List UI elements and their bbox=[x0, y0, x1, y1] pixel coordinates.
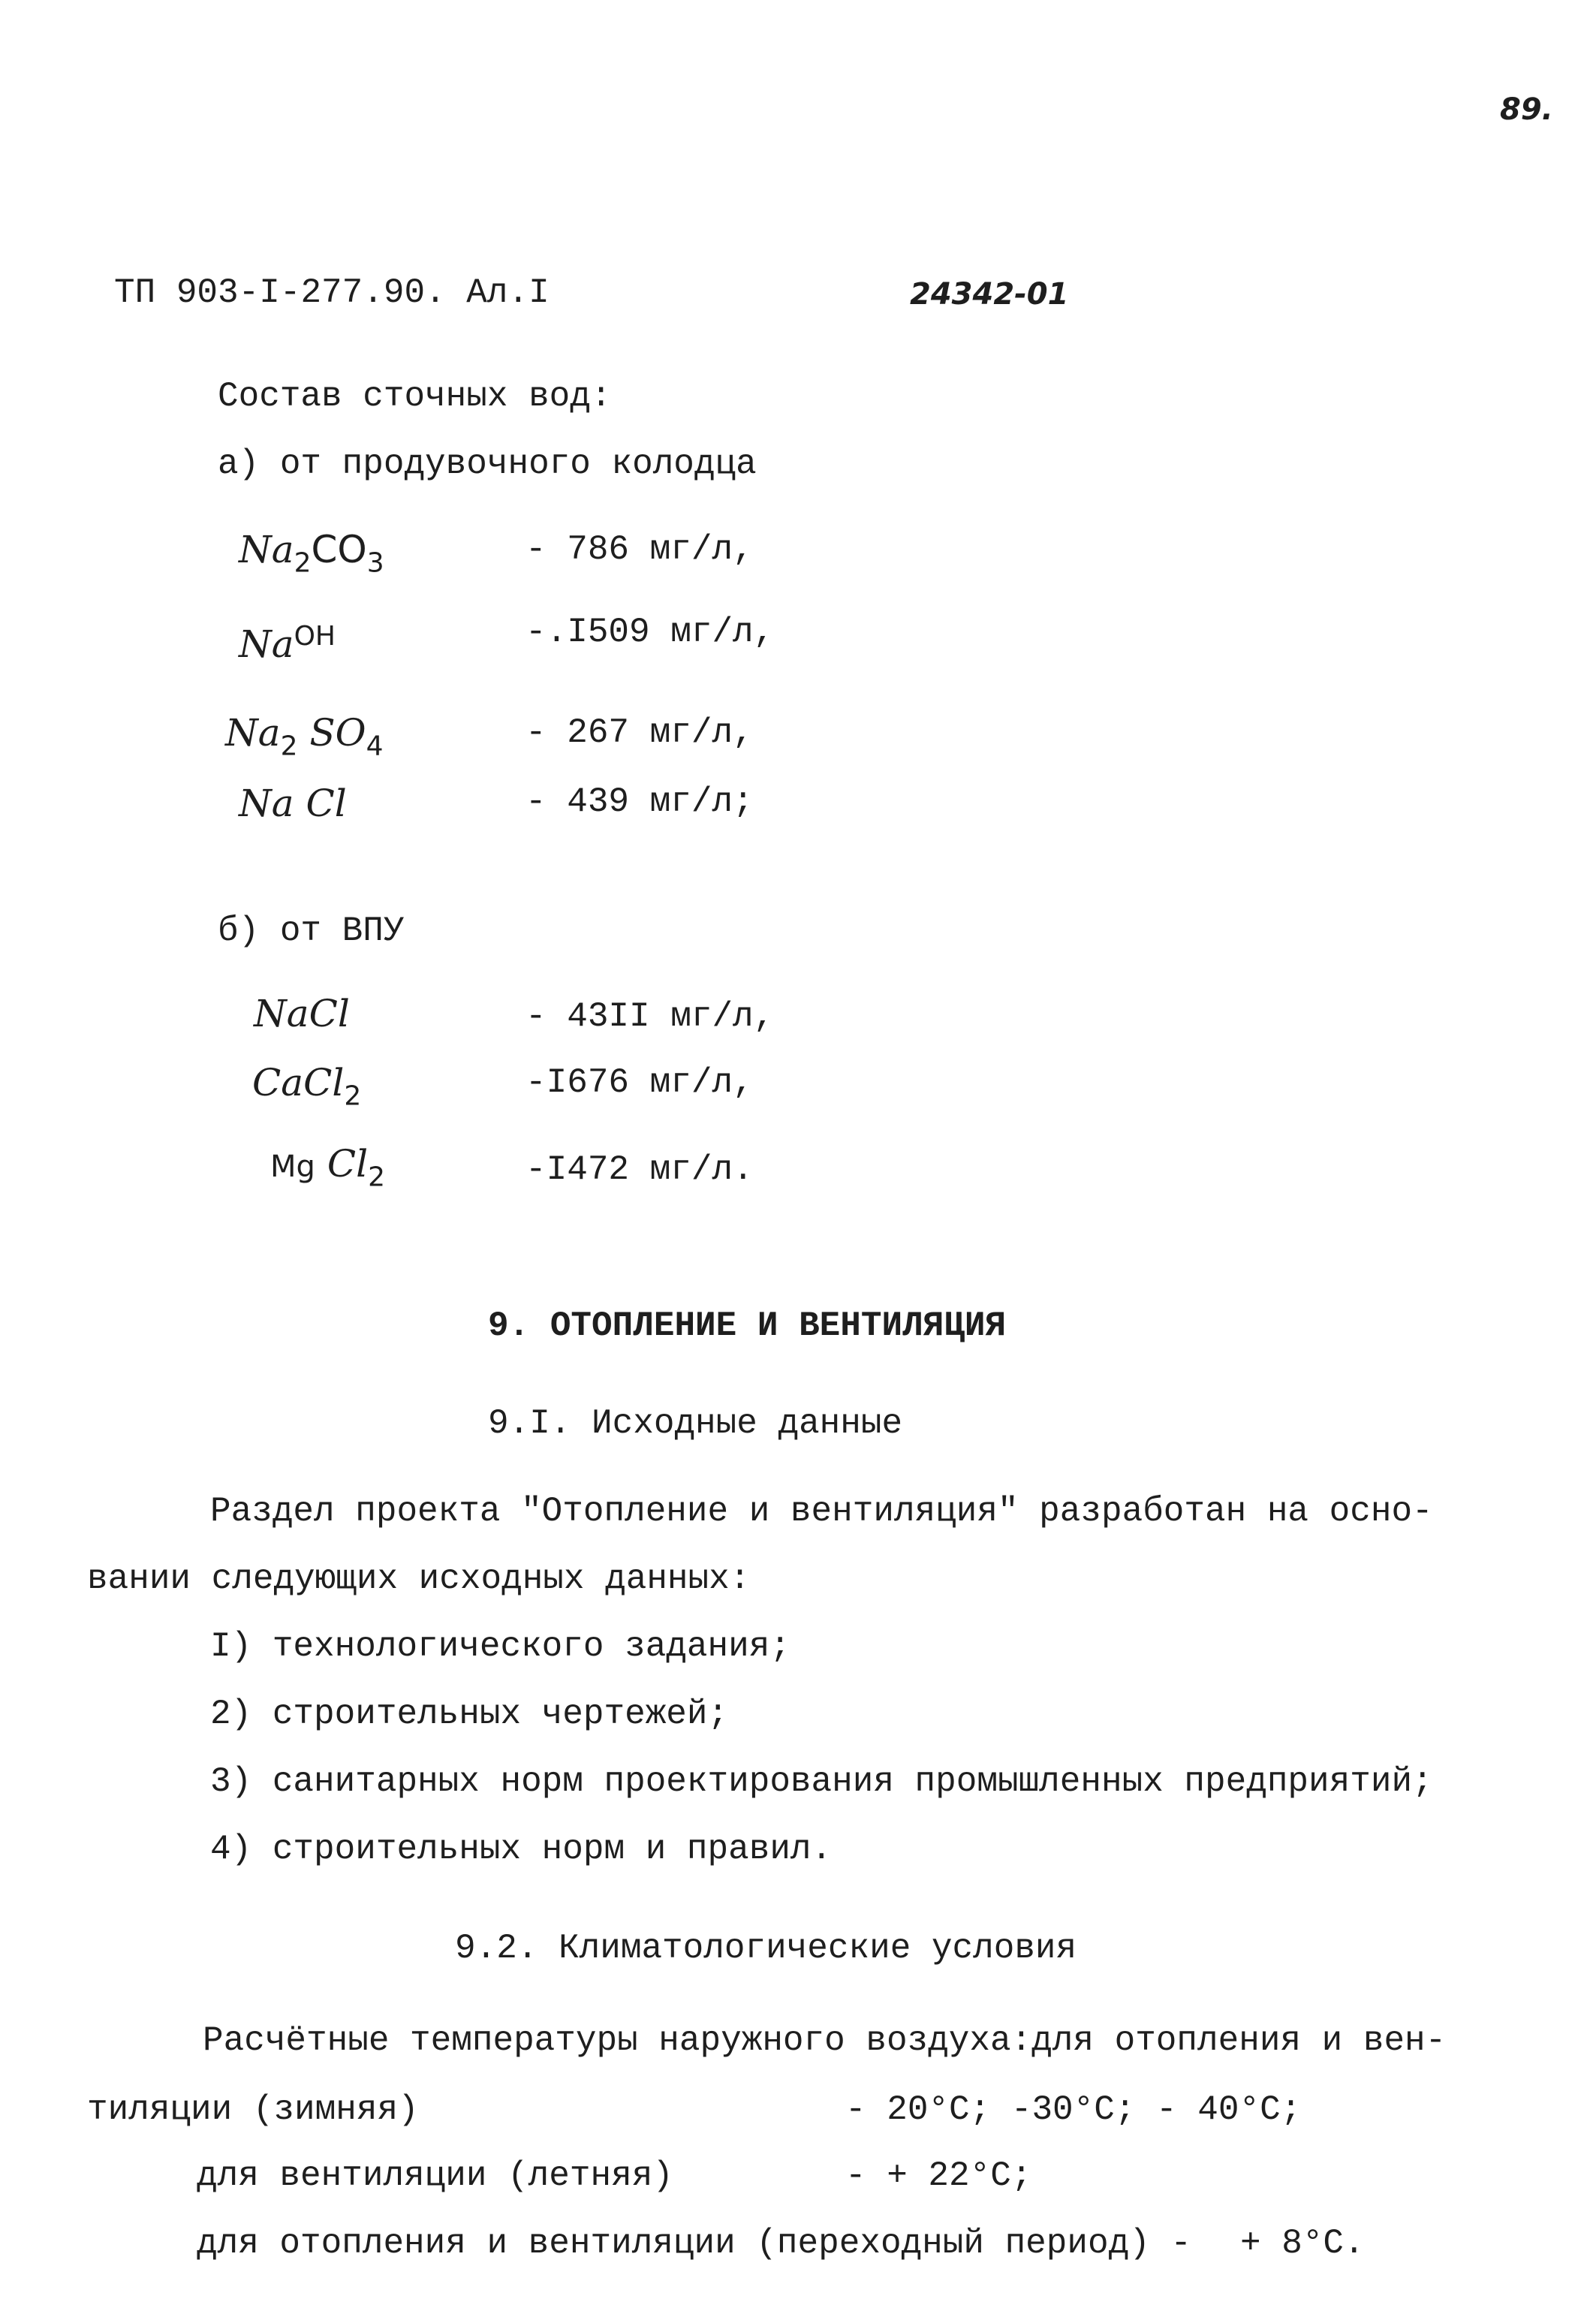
formula-naoh: $Na^{OH}$ bbox=[239, 621, 336, 667]
section-9-heading: 9. ОТОПЛЕНИЕ И ВЕНТИЛЯЦИЯ bbox=[488, 1306, 1007, 1345]
document-code: ТП 903-I-277.90. Ал.I bbox=[114, 273, 550, 312]
winter-label: тиляции (зимняя) bbox=[87, 2090, 419, 2129]
formula-na2so4: $Na_2$ $SO_4$ bbox=[225, 711, 384, 762]
inventory-number: 24342-01 bbox=[910, 277, 1069, 312]
transition-value: + 8°C. bbox=[1240, 2224, 1365, 2263]
list-item: 3) санитарных норм проектирования промышленных предприятий; bbox=[210, 1762, 1433, 1801]
section-9-2-heading: 9.2. Климатологические условия bbox=[455, 1929, 1077, 1968]
paragraph-9-2-line1: Расчётные температуры наружного воздуха:для отопления и вен- bbox=[203, 2021, 1447, 2060]
formula-na2co3: $Na_2CO_3$ bbox=[239, 528, 384, 579]
section-b-label: б) от ВПУ bbox=[218, 911, 405, 951]
list-item: 2) строительных чертежей; bbox=[210, 1695, 729, 1734]
list-item: 4) строительных норм и правил. bbox=[210, 1830, 833, 1869]
formula-cacl2: CaCl$_2$ bbox=[252, 1061, 362, 1112]
section-a-label: а) от продувочного колодца bbox=[218, 444, 757, 484]
summer-value: - + 22°C; bbox=[845, 2156, 1032, 2195]
value-nacl-b: - 43II мг/л, bbox=[525, 997, 775, 1036]
value-mgcl2: -I472 мг/л. bbox=[525, 1150, 754, 1189]
formula-nacl-a: Na Cl bbox=[239, 782, 347, 825]
summer-label: для вентиляции (летняя) bbox=[197, 2156, 673, 2195]
list-item: I) технологического задания; bbox=[210, 1627, 790, 1666]
formula-mgcl2: Mg $Cl_2$ bbox=[270, 1142, 385, 1193]
transition-label: для отопления и вентиляции (переходный период) - bbox=[197, 2224, 1192, 2263]
value-naoh: -.I509 мг/л, bbox=[525, 613, 775, 652]
section-9-1-heading: 9.I. Исходные данные bbox=[488, 1404, 903, 1443]
paragraph-9-1-line2: вании следующих исходных данных: bbox=[87, 1559, 751, 1598]
paragraph-9-1-line1: Раздел проекта "Отопление и вентиляция" разработан на осно- bbox=[210, 1492, 1433, 1531]
winter-value: - 20°C; -30°C; - 40°C; bbox=[845, 2090, 1302, 2129]
page-number: 89. bbox=[1500, 92, 1553, 127]
value-na2co3: - 786 мг/л, bbox=[525, 530, 754, 569]
value-nacl-a: - 439 мг/л; bbox=[525, 782, 754, 821]
value-na2so4: - 267 мг/л, bbox=[525, 713, 754, 752]
formula-nacl-b: NaCl bbox=[254, 992, 350, 1035]
wastewater-title: Состав сточных вод: bbox=[218, 377, 612, 416]
value-cacl2: -I676 мг/л, bbox=[525, 1063, 754, 1102]
